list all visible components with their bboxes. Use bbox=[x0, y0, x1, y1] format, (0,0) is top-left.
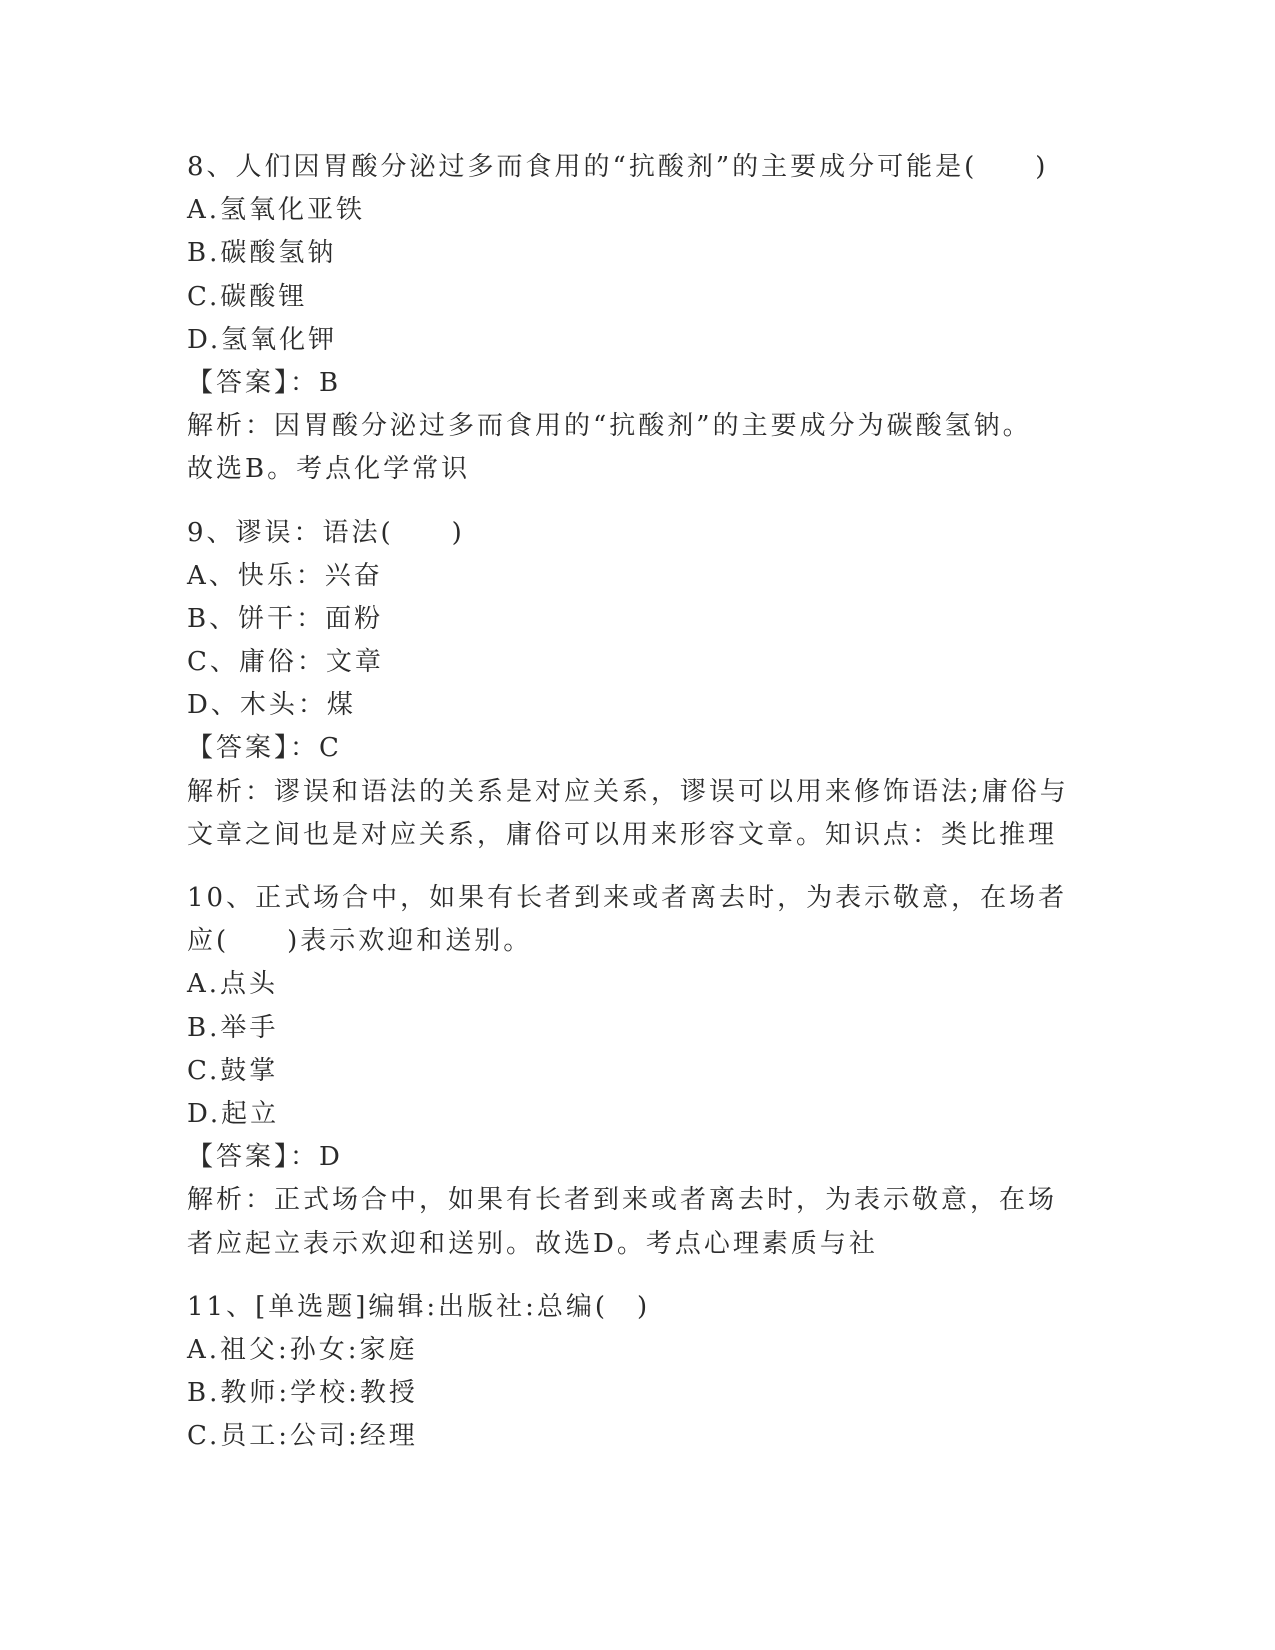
analysis-line: 者应起立表示欢迎和送别。故选D。考点心理素质与社 bbox=[187, 1228, 878, 1259]
question-stem: 9、谬误：语法( ) bbox=[187, 517, 465, 548]
answer-line: 【答案】：C bbox=[187, 733, 342, 764]
question-stem: 8、人们因胃酸分泌过多而食用的“抗酸剂”的主要成分可能是( ) bbox=[187, 152, 1049, 182]
answer-line: 【答案】：D bbox=[187, 1142, 343, 1173]
question-11 bbox=[187, 1286, 1087, 1459]
question-9 bbox=[187, 512, 1087, 858]
option-c: C、庸俗：文章 bbox=[187, 647, 384, 678]
option-d: D.氢氧化钾 bbox=[187, 324, 338, 355]
analysis-line: 故选B。考点化学常识 bbox=[187, 454, 471, 485]
option-b: B.教师:学校:教授 bbox=[187, 1378, 418, 1409]
option-b: B、饼干：面粉 bbox=[187, 603, 384, 634]
option-c: C.鼓掌 bbox=[187, 1055, 279, 1086]
analysis-line: 文章之间也是对应关系，庸俗可以用来形容文章。知识点：类比推理 bbox=[187, 819, 1058, 850]
option-a: A.点头 bbox=[187, 969, 279, 1000]
option-a: A、快乐：兴奋 bbox=[187, 560, 383, 591]
option-c: C.碳酸锂 bbox=[187, 281, 308, 312]
analysis-line: 解析：正式场合中，如果有长者到来或者离去时，为表示敬意，在场 bbox=[187, 1185, 1058, 1216]
answer-line: 【答案】：B bbox=[187, 367, 342, 398]
analysis-line: 解析：因胃酸分泌过多而食用的“抗酸剂”的主要成分为碳酸氢钠。 bbox=[187, 411, 1032, 442]
option-a: A.氢氧化亚铁 bbox=[187, 195, 366, 226]
option-a: A.祖父:孙女:家庭 bbox=[187, 1334, 418, 1365]
question-stem: 10、正式场合中，如果有长者到来或者离去时，为表示敬意，在场者 bbox=[187, 883, 1068, 913]
question-stem: 应( )表示欢迎和送别。 bbox=[187, 926, 533, 957]
option-d: D、木头：煤 bbox=[187, 690, 356, 721]
option-b: B.举手 bbox=[187, 1012, 279, 1043]
option-c: C.员工:公司:经理 bbox=[187, 1421, 418, 1452]
question-8 bbox=[187, 146, 1087, 492]
document-page bbox=[187, 146, 1087, 1458]
option-b: B.碳酸氢钠 bbox=[187, 238, 337, 269]
question-stem: 11、[单选题]编辑:出版社:总编( ) bbox=[187, 1291, 651, 1322]
analysis-line: 解析：谬误和语法的关系是对应关系，谬误可以用来修饰语法;庸俗与 bbox=[187, 776, 1069, 807]
option-d: D.起立 bbox=[187, 1098, 280, 1129]
question-10 bbox=[187, 877, 1087, 1266]
